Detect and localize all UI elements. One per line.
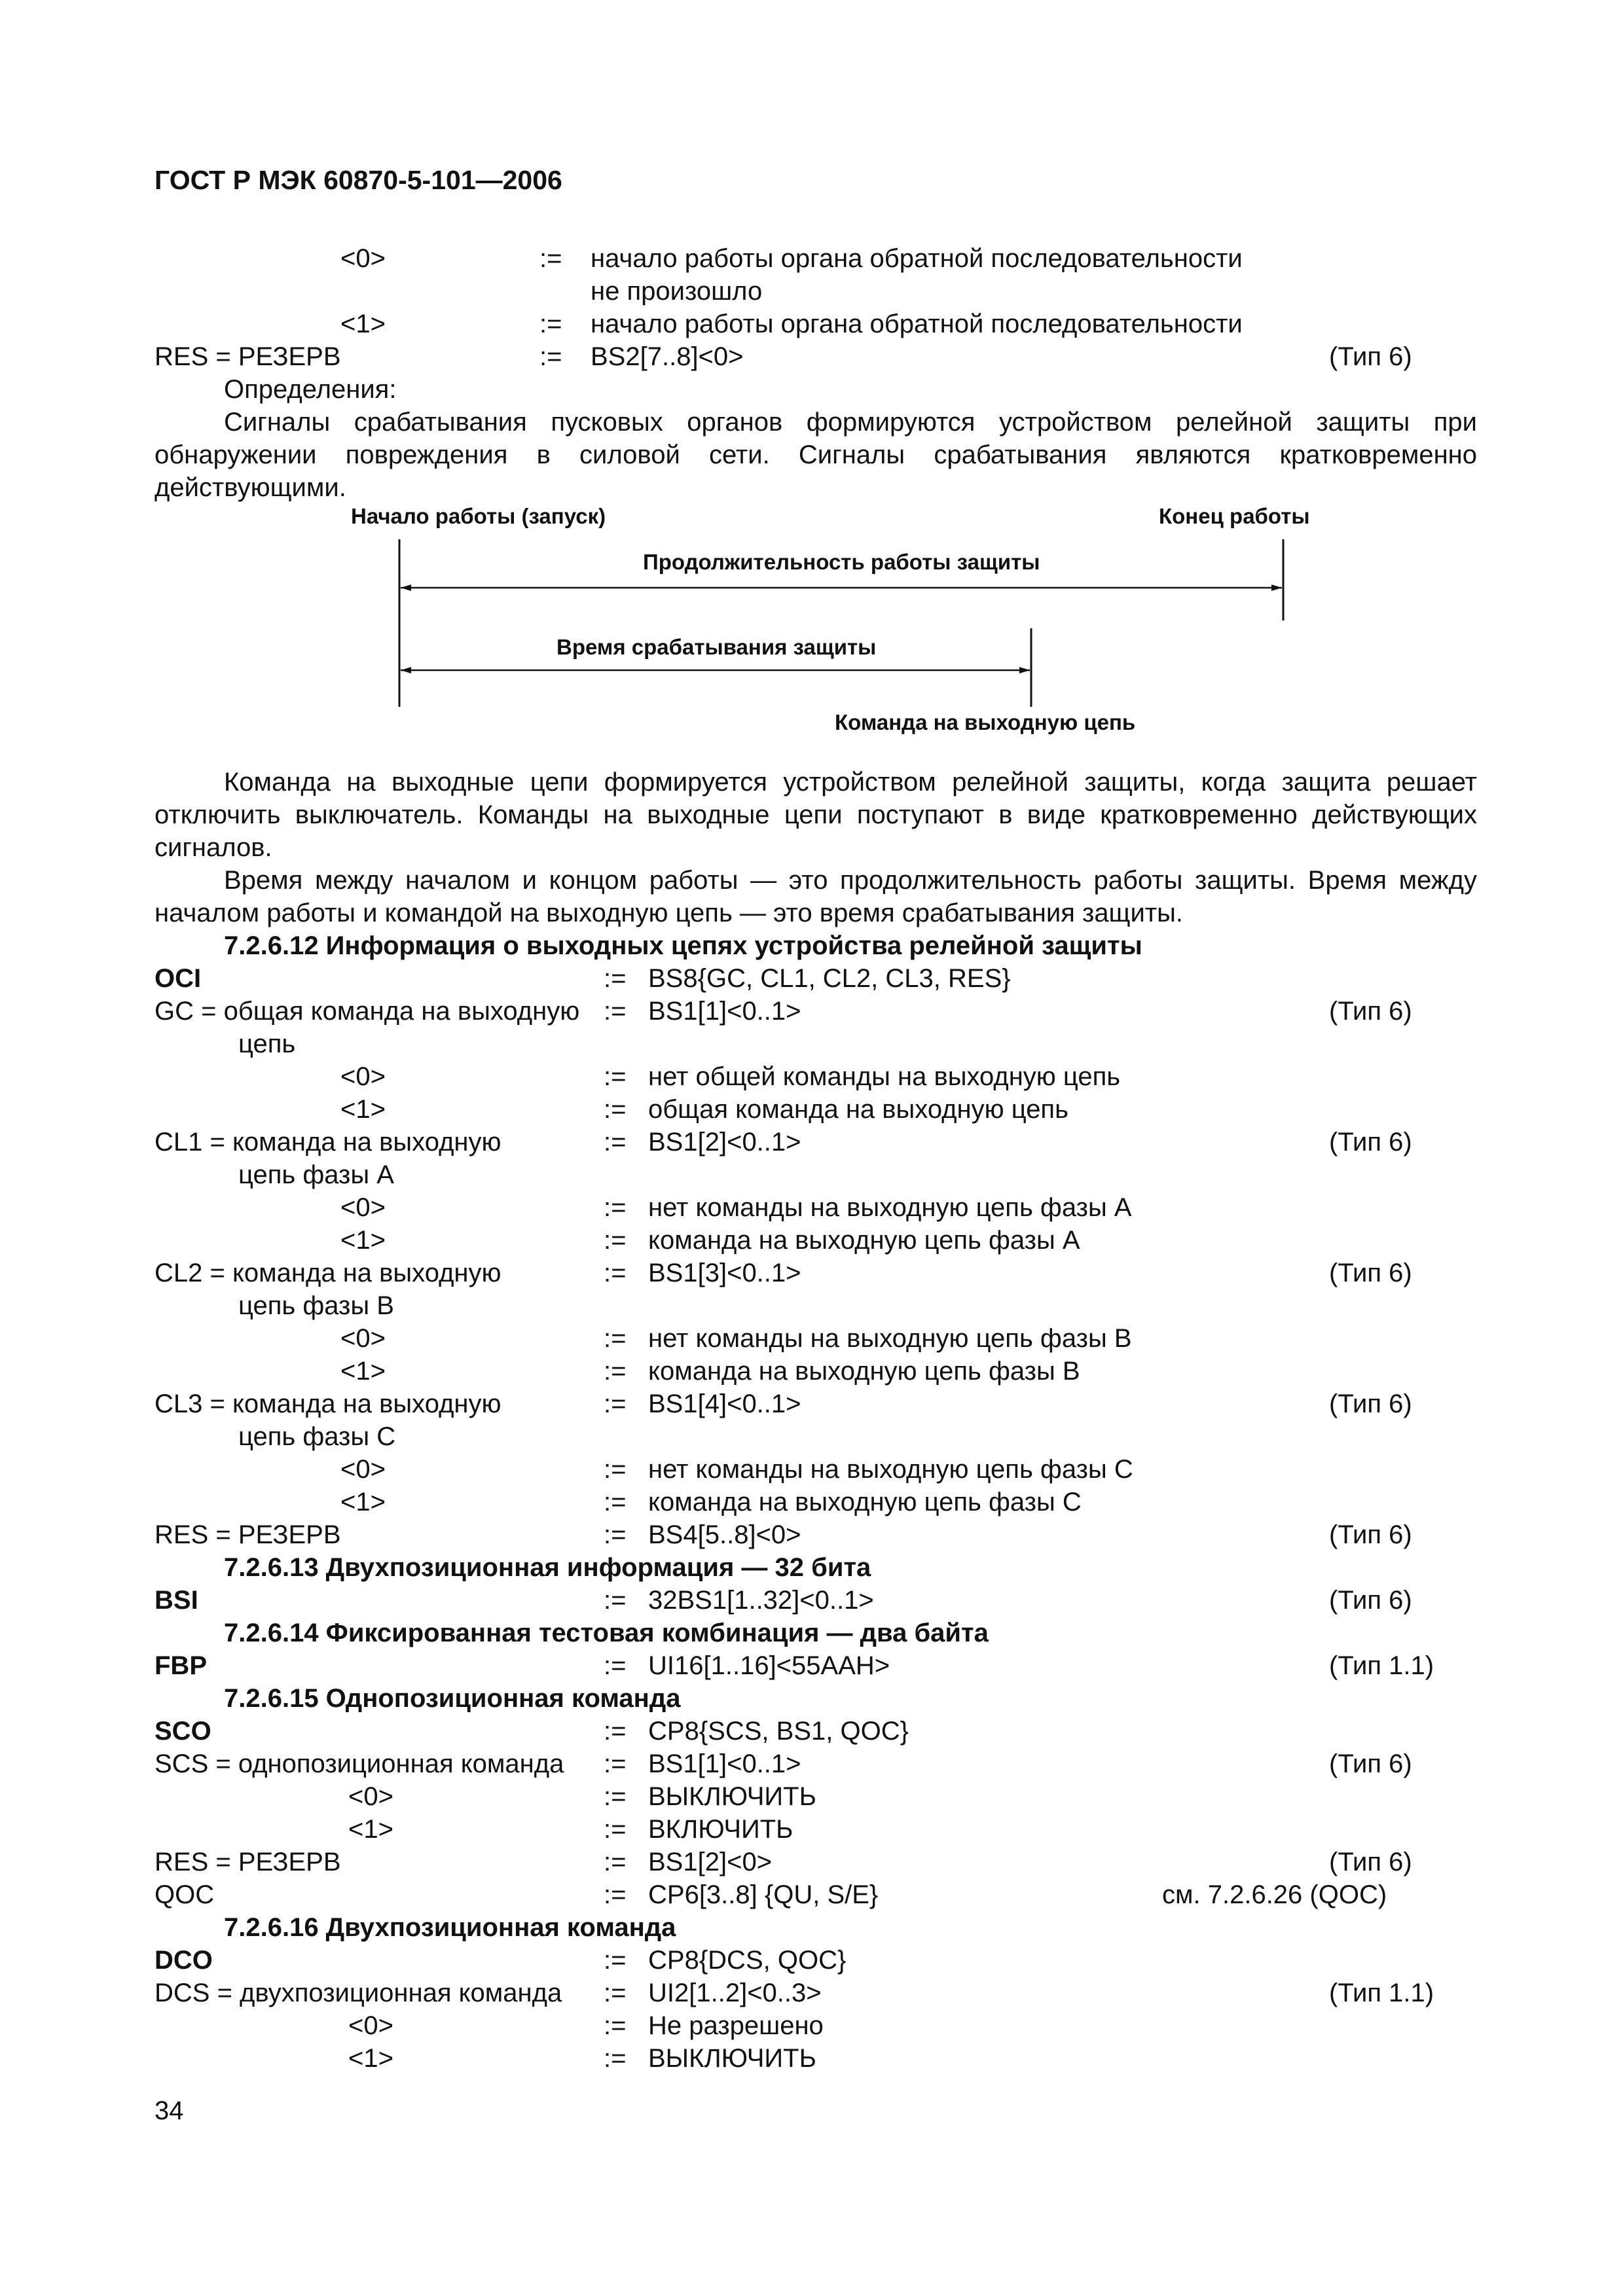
definition-row [0,995,1623,1028]
definition-text: CP8{DCS, QOC} [648,1946,847,1975]
definition-row [0,340,1623,373]
definition-row [0,1257,1623,1289]
type-label: (Тип 6) [1329,1128,1412,1157]
value-code: <1> [340,1357,386,1386]
cross-reference: см. 7.2.6.26 (QOC) [1162,1880,1387,1909]
field-label: RES = РЕЗЕРВ [155,1520,341,1549]
definition-row [0,1126,1623,1158]
definition-row-continuation [0,1420,1623,1453]
assign-operator: := [604,1749,627,1778]
definition-row [0,1191,1623,1224]
paragraph-text: Команда на выходные цепи формируется устройством релейной защиты, когда защита решает отключить выключатель. Команды на выходные цепи поступают в виде кратковременно действующих сигналов. [155,768,1477,862]
definition-text: BS1[2]<0> [648,1848,773,1876]
field-label: цепь фазы С [238,1422,396,1451]
section-heading-row [0,1682,1623,1715]
field-label: QOC [155,1880,215,1909]
definition-text: BS8{GC, CL1, CL2, CL3, RES} [648,964,1011,993]
assign-operator: := [604,1848,627,1876]
assign-operator: := [539,244,562,273]
value-code: <0> [348,1782,393,1811]
assign-operator: := [604,1520,627,1549]
type-label: (Тип 6) [1329,1848,1412,1876]
definition-text: BS1[2]<0..1> [648,1128,801,1157]
field-label: RES = РЕЗЕРВ [155,1848,341,1876]
definition-text: Не разрешено [648,2011,824,2040]
section-heading: 7.2.6.15 Однопозиционная команда [224,1684,681,1713]
value-code: <1> [340,1095,386,1124]
page-number: 34 [155,2096,184,2125]
field-label: CL3 = команда на выходную [155,1390,501,1418]
section-heading: 7.2.6.13 Двухпозиционная информация — 32 бита [224,1553,871,1582]
value-code: <0> [340,1062,386,1091]
definition-row [0,1453,1623,1486]
field-label: GC = общая команда на выходную [155,997,580,1026]
definition-text: нет команды на выходную цепь фазы В [648,1324,1132,1353]
definition-row [0,2009,1623,2042]
paragraph [155,406,1477,504]
definition-row [0,1060,1623,1093]
paragraph [155,864,1477,929]
definition-row [0,1584,1623,1617]
type-label: (Тип 1.1) [1329,1651,1434,1680]
paragraph [155,766,1477,864]
definition-row [0,1388,1623,1420]
definition-text: команда на выходную цепь фазы В [648,1357,1080,1386]
assign-operator: := [604,997,627,1026]
document-header: ГОСТ Р МЭК 60870-5-101—2006 [155,165,562,195]
field-label: цепь фазы А [238,1160,394,1189]
section-heading: 7.2.6.16 Двухпозиционная команда [224,1913,676,1942]
section-heading-row [0,929,1623,962]
definition-text: не произошло [591,277,763,306]
field-label: DCS = двухпозиционная команда [155,1979,562,2007]
type-label: (Тип 6) [1329,1586,1412,1615]
field-label: цепь [238,1030,296,1058]
definition-text: начало работы органа обратной последовательности [591,310,1243,338]
definition-row-continuation [0,1028,1623,1060]
definition-text: нет общей команды на выходную цепь [648,1062,1121,1091]
field-label: SCO [155,1717,211,1746]
assign-operator: := [604,1324,627,1353]
field-label: OCI [155,964,202,993]
definition-text: 32BS1[1..32]<0..1> [648,1586,874,1615]
assign-operator: := [604,1979,627,2007]
definition-text: BS1[4]<0..1> [648,1390,801,1418]
definition-text: ВЫКЛЮЧИТЬ [648,1782,816,1811]
assign-operator: := [604,964,627,993]
definition-row [0,1715,1623,1748]
assign-operator: := [604,1095,627,1124]
definition-row [0,1322,1623,1355]
timing-diagram [340,504,1309,740]
field-label: RES = РЕЗЕРВ [155,342,341,371]
assign-operator: := [604,1946,627,1975]
definition-text: ВЫКЛЮЧИТЬ [648,2044,816,2073]
assign-operator: := [604,1259,627,1287]
definition-text: нет команды на выходную цепь фазы С [648,1455,1133,1484]
section-heading: 7.2.6.14 Фиксированная тестовая комбинация — два байта [224,1619,989,1647]
definition-text: UI2[1..2]<0..3> [648,1979,822,2007]
type-label: (Тип 6) [1329,1520,1412,1549]
definition-row-continuation [0,1289,1623,1322]
assign-operator: := [539,310,562,338]
type-label: (Тип 6) [1329,997,1412,1026]
definition-text: команда на выходную цепь фазы А [648,1226,1080,1255]
duration-label: Продолжительность работы защиты [643,550,1040,574]
definition-text: нет команды на выходную цепь фазы А [648,1193,1132,1222]
section-heading: 7.2.6.12 Информация о выходных цепях устройства релейной защиты [224,931,1142,960]
assign-operator: := [604,1455,627,1484]
definition-row [0,1748,1623,1780]
definition-text: BS1[1]<0..1> [648,997,801,1026]
definition-row [0,1780,1623,1813]
definitions-label: Определения: [224,375,397,404]
end-label: Конец работы [1159,504,1309,528]
definition-text: начало работы органа обратной последовательности [591,244,1243,273]
value-code: <0> [340,1193,386,1222]
field-label: цепь фазы В [238,1291,394,1320]
assign-operator: := [604,1488,627,1516]
definition-text: BS1[3]<0..1> [648,1259,801,1287]
field-label: BSI [155,1586,198,1615]
value-code: <0> [340,1324,386,1353]
assign-operator: := [604,1586,627,1615]
definition-text: общая команда на выходную цепь [648,1095,1068,1124]
assign-operator: := [604,2011,627,2040]
type-label: (Тип 1.1) [1329,1979,1434,2007]
assign-operator: := [604,1128,627,1157]
definition-row [0,1355,1623,1388]
value-code: <1> [340,1488,386,1516]
definition-row-continuation [0,1158,1623,1191]
definition-row [0,1977,1623,2009]
timing-diagram-svg [340,504,1309,740]
output-label: Команда на выходную цепь [835,710,1136,734]
assign-operator: := [604,1193,627,1222]
definition-text: BS1[1]<0..1> [648,1749,801,1778]
section-heading-row [0,1551,1623,1584]
value-code: <0> [340,244,386,273]
value-code: <1> [340,1226,386,1255]
definition-row [0,1878,1623,1911]
definition-text: CP6[3..8] {QU, S/E} [648,1880,879,1909]
assign-operator: := [604,2044,627,2073]
assign-operator: := [604,1815,627,1844]
definition-row [0,1944,1623,1977]
assign-operator: := [604,1062,627,1091]
definition-text: ВКЛЮЧИТЬ [648,1815,793,1844]
section-heading-row [0,1617,1623,1649]
definition-row [0,2042,1623,2075]
definition-row [0,1093,1623,1126]
field-label: SCS = однопозиционная команда [155,1749,564,1778]
definition-row [0,1846,1623,1878]
assign-operator: := [604,1226,627,1255]
type-label: (Тип 6) [1329,342,1412,371]
value-code: <1> [348,2044,393,2073]
start-label: Начало работы (запуск) [351,504,606,528]
field-label: DCO [155,1946,213,1975]
assign-operator: := [604,1390,627,1418]
assign-operator: := [604,1717,627,1746]
definition-text: BS2[7..8]<0> [591,342,744,371]
type-label: (Тип 6) [1329,1390,1412,1418]
value-code: <0> [340,1455,386,1484]
value-code: <1> [348,1815,393,1844]
assign-operator: := [604,1357,627,1386]
definition-text: команда на выходную цепь фазы С [648,1488,1082,1516]
value-code: <0> [348,2011,393,2040]
paragraph-text: Сигналы срабатывания пусковых органов формируются устройством релейной защиты при обнаружении повреждения в силовой сети. Сигналы срабатывания являются кратковременно действующими. [155,408,1477,502]
type-label: (Тип 6) [1329,1259,1412,1287]
definition-row [0,242,1623,275]
type-label: (Тип 6) [1329,1749,1412,1778]
assign-operator: := [539,342,562,371]
definition-row [0,1518,1623,1551]
definition-row [0,308,1623,340]
definition-text: BS4[5..8]<0> [648,1520,801,1549]
definitions-label-row [0,373,1623,406]
field-label: CL1 = команда на выходную [155,1128,501,1157]
assign-operator: := [604,1782,627,1811]
definition-row-continuation [0,275,1623,308]
definition-row [0,1649,1623,1682]
definition-row [0,1486,1623,1518]
trip-time-label: Время срабатывания защиты [556,635,877,659]
definition-row [0,962,1623,995]
value-code: <1> [340,310,386,338]
field-label: FBP [155,1651,207,1680]
section-heading-row [0,1911,1623,1944]
definition-row [0,1224,1623,1257]
definition-text: CP8{SCS, BS1, QOC} [648,1717,909,1746]
field-label: CL2 = команда на выходную [155,1259,501,1287]
paragraph-text: Время между началом и концом работы — это продолжительность работы защиты. Время между началом работы и командой на выходную цепь — это время срабатывания защиты. [155,866,1477,927]
definition-text: UI16[1..16]<55AAH> [648,1651,890,1680]
assign-operator: := [604,1651,627,1680]
assign-operator: := [604,1880,627,1909]
definition-row [0,1813,1623,1846]
